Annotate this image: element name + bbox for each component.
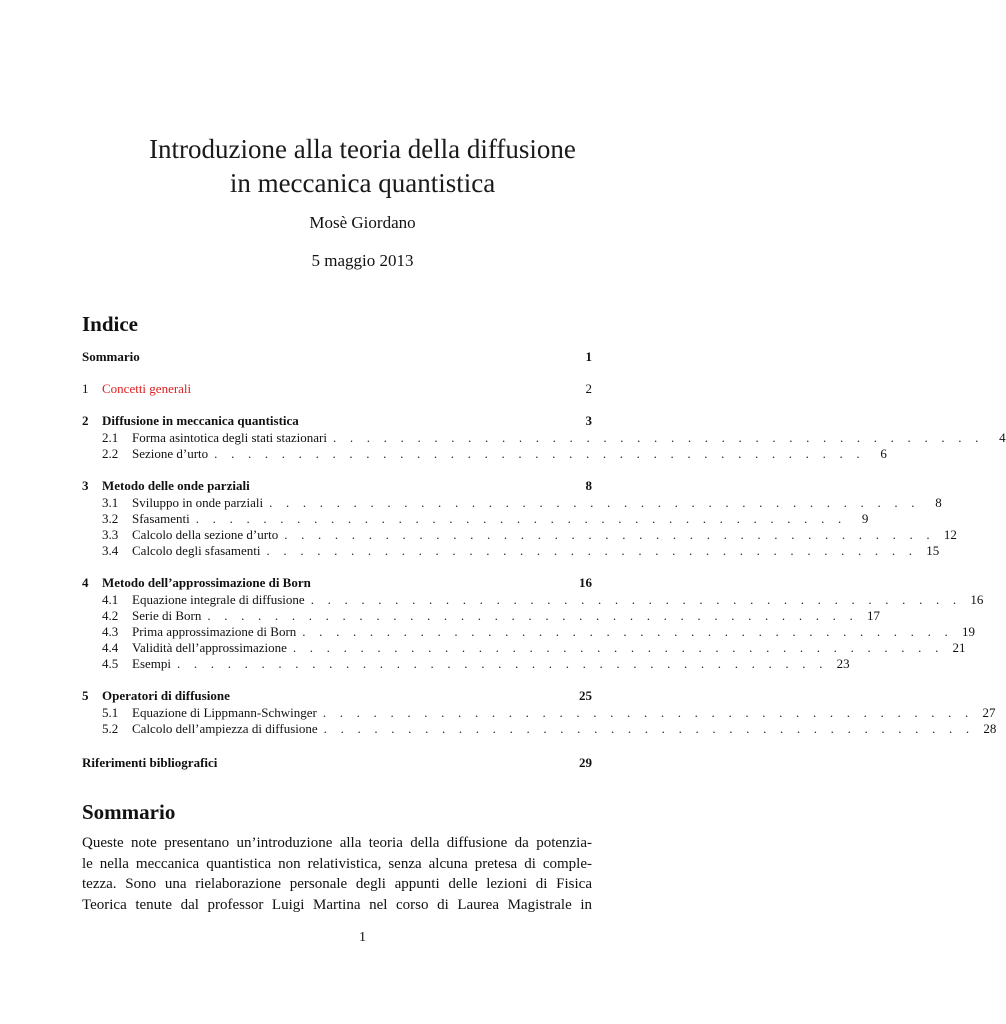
toc-entry-3-3[interactable]: 3.3 Calcolo della sezione d’urto . . . . . . . . . . . . . . . . . . . . . . . . . . . . . . . . . . . . . . . 12 — [102, 527, 957, 542]
toc-entry-1[interactable]: 1 Concetti generali 2 — [82, 381, 592, 396]
paragraph-line: le nella meccanica quantistica non relativistica, senza alcuna pretesa di comple- — [82, 855, 592, 872]
leader-dots: . . . . . . . . . . . . . . . . . . . . . . . . . . . . . . . . . . . . . . . — [266, 543, 918, 558]
leader-dots: . . . . . . . . . . . . . . . . . . . . . . . . . . . . . . . . . . . . . . . — [177, 656, 828, 671]
leader-dots: . . . . . . . . . . . . . . . . . . . . . . . . . . . . . . . . . . . . . . . — [269, 495, 920, 510]
toc-entry-4-5[interactable]: 4.5 Esempi . . . . . . . . . . . . . . . . . . . . . . . . . . . . . . . . . . . . . . . 23 — [102, 656, 850, 671]
toc-entry-5-2[interactable]: 5.2 Calcolo dell’ampiezza di diffusione . . . . . . . . . . . . . . . . . . . . . . . . . . . . . . . . . . . . . . . 28 — [102, 721, 997, 736]
leader-dots: . . . . . . . . . . . . . . . . . . . . . . . . . . . . . . . . . . . . . . . — [322, 705, 974, 720]
leader-dots: . . . . . . . . . . . . . . . . . . . . . . . . . . . . . . . . . . . . . . . — [195, 511, 847, 526]
leader-dots: . . . . . . . . . . . . . . . . . . . . . . . . . . . . . . . . . . . . . . . — [323, 721, 975, 736]
toc-entry-2[interactable]: 2 Diffusione in meccanica quantistica 3 — [82, 413, 592, 428]
toc-entry-5[interactable]: 5 Operatori di diffusione 25 — [82, 688, 592, 703]
leader-dots: . . . . . . . . . . . . . . . . . . . . . . . . . . . . . . . . . . . . . . . — [302, 624, 953, 639]
paragraph-line: tezza. Sono una rielaborazione personale degli appunti delle lezioni di Fisica — [82, 876, 592, 892]
toc-entry-4-4[interactable]: 4.4 Validità dell’approssimazione . . . . . . . . . . . . . . . . . . . . . . . . . . . . . . . . . . . . . . . 21 — [102, 640, 966, 655]
leader-dots: . . . . . . . . . . . . . . . . . . . . . . . . . . . . . . . . . . . . . . . — [310, 592, 962, 607]
toc-entry-3-4[interactable]: 3.4 Calcolo degli sfasamenti . . . . . . . . . . . . . . . . . . . . . . . . . . . . . . . . . . . . . . . 15 — [102, 543, 940, 558]
date: 5 maggio 2013 — [311, 251, 414, 270]
title-line-1: Introduzione alla teoria della diffusione — [149, 134, 576, 164]
toc-entry-riferimenti[interactable]: Riferimenti bibliografici 29 — [82, 755, 592, 770]
title-line-2: in meccanica quantistica — [229, 168, 496, 198]
leader-dots: . . . . . . . . . . . . . . . . . . . . . . . . . . . . . . . . . . . . . . . — [284, 527, 935, 542]
toc-entry-4[interactable]: 4 Metodo dell’approssimazione di Born 16 — [82, 575, 592, 590]
toc-entry-2-2[interactable]: 2.2 Sezione d’urto . . . . . . . . . . . . . . . . . . . . . . . . . . . . . . . . . . . . . . . 6 — [102, 446, 887, 461]
toc-entry-4-2[interactable]: 4.2 Serie di Born . . . . . . . . . . . . . . . . . . . . . . . . . . . . . . . . . . . . . . . 17 — [102, 608, 880, 623]
sommario-paragraph — [82, 833, 592, 915]
toc-entry-sommario[interactable]: Sommario 1 — [82, 349, 592, 364]
paragraph-line: Queste note presentano un’introduzione alla teoria della diffusione da potenzia- — [82, 835, 592, 851]
toc-entry-2-1[interactable]: 2.1 Forma asintotica degli stati stazionari . . . . . . . . . . . . . . . . . . . . . . . . . . . . . . . . . . . . . . . 4 — [102, 430, 1006, 445]
leader-dots: . . . . . . . . . . . . . . . . . . . . . . . . . . . . . . . . . . . . . . . — [214, 446, 865, 461]
toc-entry-3-1[interactable]: 3.1 Sviluppo in onde parziali . . . . . . . . . . . . . . . . . . . . . . . . . . . . . . . . . . . . . . . 8 — [102, 495, 942, 510]
document-title — [0, 132, 725, 200]
toc-entry-3[interactable]: 3 Metodo delle onde parziali 8 — [82, 478, 592, 493]
toc-entry-3-2[interactable]: 3.2 Sfasamenti . . . . . . . . . . . . . . . . . . . . . . . . . . . . . . . . . . . . . . . 9 — [102, 511, 869, 526]
toc-heading: Indice — [82, 312, 139, 336]
page-number: 1 — [359, 930, 366, 945]
leader-dots: . . . . . . . . . . . . . . . . . . . . . . . . . . . . . . . . . . . . . . . — [292, 640, 944, 655]
sommario-heading: Sommario — [82, 800, 176, 824]
toc-entry-4-3[interactable]: 4.3 Prima approssimazione di Born . . . . . . . . . . . . . . . . . . . . . . . . . . . . . . . . . . . . . . . 19 — [102, 624, 975, 639]
leader-dots: . . . . . . . . . . . . . . . . . . . . . . . . . . . . . . . . . . . . . . . — [332, 430, 984, 445]
leader-dots: . . . . . . . . . . . . . . . . . . . . . . . . . . . . . . . . . . . . . . . — [207, 608, 858, 623]
author: Mosè Giordano — [309, 213, 416, 232]
paragraph-line: Teorica tenute dal professor Luigi Martina nel corso di Laurea Magistrale in — [82, 896, 592, 913]
toc-entry-5-1[interactable]: 5.1 Equazione di Lippmann-Schwinger . . . . . . . . . . . . . . . . . . . . . . . . . . . . . . . . . . . . . . . 27 — [102, 705, 996, 720]
toc-entry-4-1[interactable]: 4.1 Equazione integrale di diffusione . . . . . . . . . . . . . . . . . . . . . . . . . . . . . . . . . . . . . . . 16 — [102, 592, 984, 607]
